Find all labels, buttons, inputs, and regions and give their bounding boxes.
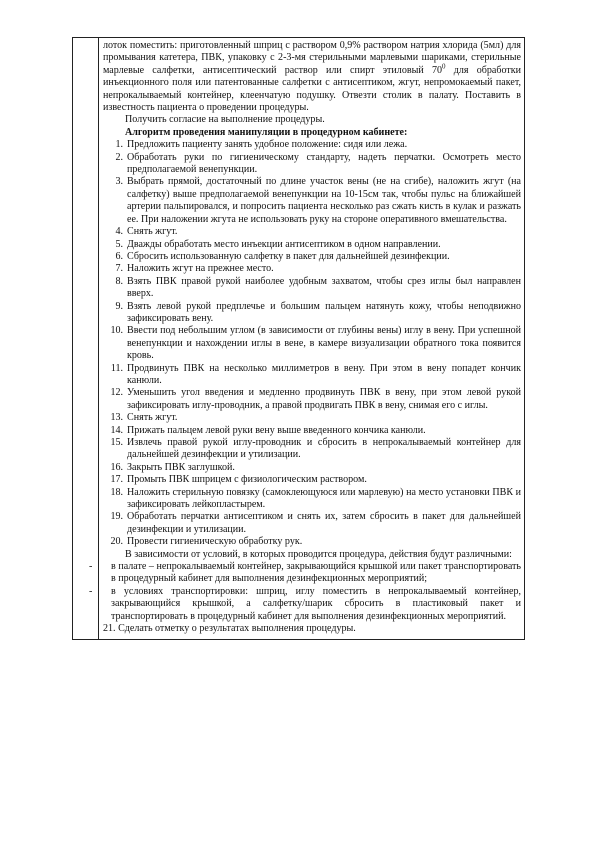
step-text: Сбросить использованную салфетку в пакет для дальнейшей дезинфекции. (127, 250, 450, 262)
step-number: 3. (115, 176, 123, 188)
step-item (103, 251, 521, 263)
step-text: Ввести под небольшим углом (в зависимости от глубины вены) иглу в вену. При успешной венепункции и нахождении иглы в вене, в камере визуализации обратного тока появится кровь. (127, 325, 521, 362)
step-text: Закрыть ПВК заглушкой. (127, 461, 235, 473)
dash-marker: - (89, 585, 93, 597)
step-item (103, 536, 521, 548)
step-number: 17. (110, 474, 123, 486)
step-text: Наложить стерильную повязку (самоклеющуюся или марлевую) на место установки ПВК и зафиксировать лейкопластырем. (127, 486, 521, 511)
step-text: Провести гигиеническую обработку рук. (127, 536, 303, 548)
step-text: Взять левой рукой предплечье и большим пальцем натянуть кожу, чтобы неподвижно зафиксировать вену. (127, 300, 521, 324)
step-item (103, 412, 521, 424)
step-number: 14. (110, 424, 123, 436)
dash-marker: - (89, 561, 93, 573)
step-number: 1. (115, 139, 123, 151)
algorithm-heading: Алгоритм проведения манипуляции в процедурном кабинете: (125, 126, 408, 138)
step-number: 6. (115, 250, 123, 262)
step-item (103, 152, 521, 177)
step-text: Взять ПВК правой рукой наиболее удобным захватом, чтобы срез иглы был направлен вверх. (127, 275, 521, 300)
step-number: 11. (110, 362, 123, 374)
step-text: Обработать перчатки антисептиком и снять их, затем сбросить в пакет для дальнейшей дезинфекции и утилизации. (127, 511, 521, 535)
empty-cell (73, 38, 99, 640)
step-text: Дважды обработать место инъекции антисептиком в одном направлении. (127, 238, 441, 250)
conditions-list (89, 561, 521, 623)
step-text: Уменьшить угол введения и медленно продвинуть ПВК в вену, при этом левой рукой зафиксировать иглу-проводник, а правой продвигать ПВК в вену, снимая его с иглы. (127, 387, 521, 411)
step-item (103, 226, 521, 238)
step-text: Промыть ПВК шприцем с физиологическим раствором. (127, 474, 367, 486)
step-item (103, 462, 521, 474)
step-item (103, 239, 521, 251)
condition-text: в палате – непрокалываемый контейнер, закрывающийся крышкой или пакет транспортировать в процедурный кабинет для выполнения дезинфекционных мероприятий; (111, 561, 521, 585)
conditions-intro: В зависимости от условий, в которых проводится процедура, действия будут различными: (125, 548, 512, 560)
step-number: 19. (110, 511, 123, 523)
step-item (103, 437, 521, 462)
step-item (103, 511, 521, 536)
step-item (103, 176, 521, 226)
table-row (73, 38, 525, 640)
step-text: Извлечь правой рукой иглу-проводник и сбросить в непрокалываемый контейнер для дальнейшей дезинфекции и утилизации. (127, 437, 521, 461)
step-item (103, 301, 521, 326)
step-number: 8. (115, 275, 123, 287)
step-text: Продвинуть ПВК на несколько миллиметров в вену. При этом в вену попадет кончик канюли. (127, 362, 521, 386)
degree-superscript: 0 (442, 62, 446, 71)
step-text: Снять жгут. (127, 226, 178, 238)
step-number: 16. (110, 461, 123, 473)
step-text: Выбрать прямой, достаточный по длине участок вены (не на сгибе), наложить жгут (на салфетку) выше предполагаемой венепункции на 10-15см так, чтобы пульс на ближайшей артерии пальпировался, и попросить пациента несколько раз сжать кисть в кулак и разжать ее. При наложении жгута не использовать руку на стороне оперативного вмешательства. (127, 176, 521, 225)
step-item (103, 487, 521, 512)
step-number: 13. (110, 412, 123, 424)
step-number: 15. (110, 437, 123, 448)
step-text: Обработать руки по гигиеническому стандарту, надеть перчатки. Осмотреть место предполагаемой венепункции. (127, 151, 521, 176)
step-number: 10. (110, 325, 123, 337)
step-number: 4. (115, 226, 123, 238)
procedure-table (72, 37, 525, 640)
step-number: 9. (115, 300, 123, 312)
step-number: 2. (115, 151, 123, 163)
step-number: 5. (115, 238, 123, 250)
step-number: 18. (110, 486, 123, 498)
step-item (103, 363, 521, 388)
step-number: 12. (110, 387, 123, 399)
intro-paragraph (103, 40, 521, 114)
step-item (103, 276, 521, 301)
condition-item (89, 585, 521, 623)
step-item (103, 425, 521, 437)
step-item (103, 139, 521, 151)
intro-text-after: для обработки инъекционного поля или патентованные салфетки с антисептиком, жгут, непромокаемый пакет, непрокалываемый контейнер, клеенчатую подушку. Отвезти столик в палату. Поставить в известность пациента о проведении процедуры. (103, 64, 521, 114)
step-item (103, 387, 521, 412)
step-text: Наложить жгут на прежнее место. (127, 263, 274, 275)
step-number: 7. (115, 263, 123, 275)
intro-text: лоток поместить: приготовленный шприц с раствором 0,9% раствором натрия хлорида (5мл) для промывания катетера, ПВК, упаковку с 2-3-мя стерильными марлевыми шариками, стерильные марлевые салфетки, антисептический раствор или спирт этиловый 70 (103, 40, 521, 76)
step-number: 20. (110, 536, 123, 548)
procedure-cell (89, 38, 525, 640)
condition-item (89, 561, 521, 586)
condition-text: в условиях транспортировки: шприц, иглу поместить в непрокалываемый контейнер, закрывающийся крышкой, а салфетку/шарик сбросить в пластиковый пакет и транспортировать в процедурный кабинет для выполнения дезинфекционных мероприятий. (111, 585, 521, 622)
procedure-content (89, 38, 524, 639)
final-step: 21. Сделать отметку о результатах выполнения процедуры. (103, 623, 356, 635)
steps-list (103, 139, 521, 548)
step-item (103, 325, 521, 362)
step-text: Предложить пациенту занять удобное положение: сидя или лежа. (127, 139, 408, 151)
step-text: Снять жгут. (127, 412, 178, 424)
step-item (103, 263, 521, 275)
consent-line: Получить согласие на выполнение процедуры. (125, 114, 325, 126)
step-item (103, 474, 521, 486)
step-text: Прижать пальцем левой руки вену выше введенного кончика канюли. (127, 424, 426, 436)
